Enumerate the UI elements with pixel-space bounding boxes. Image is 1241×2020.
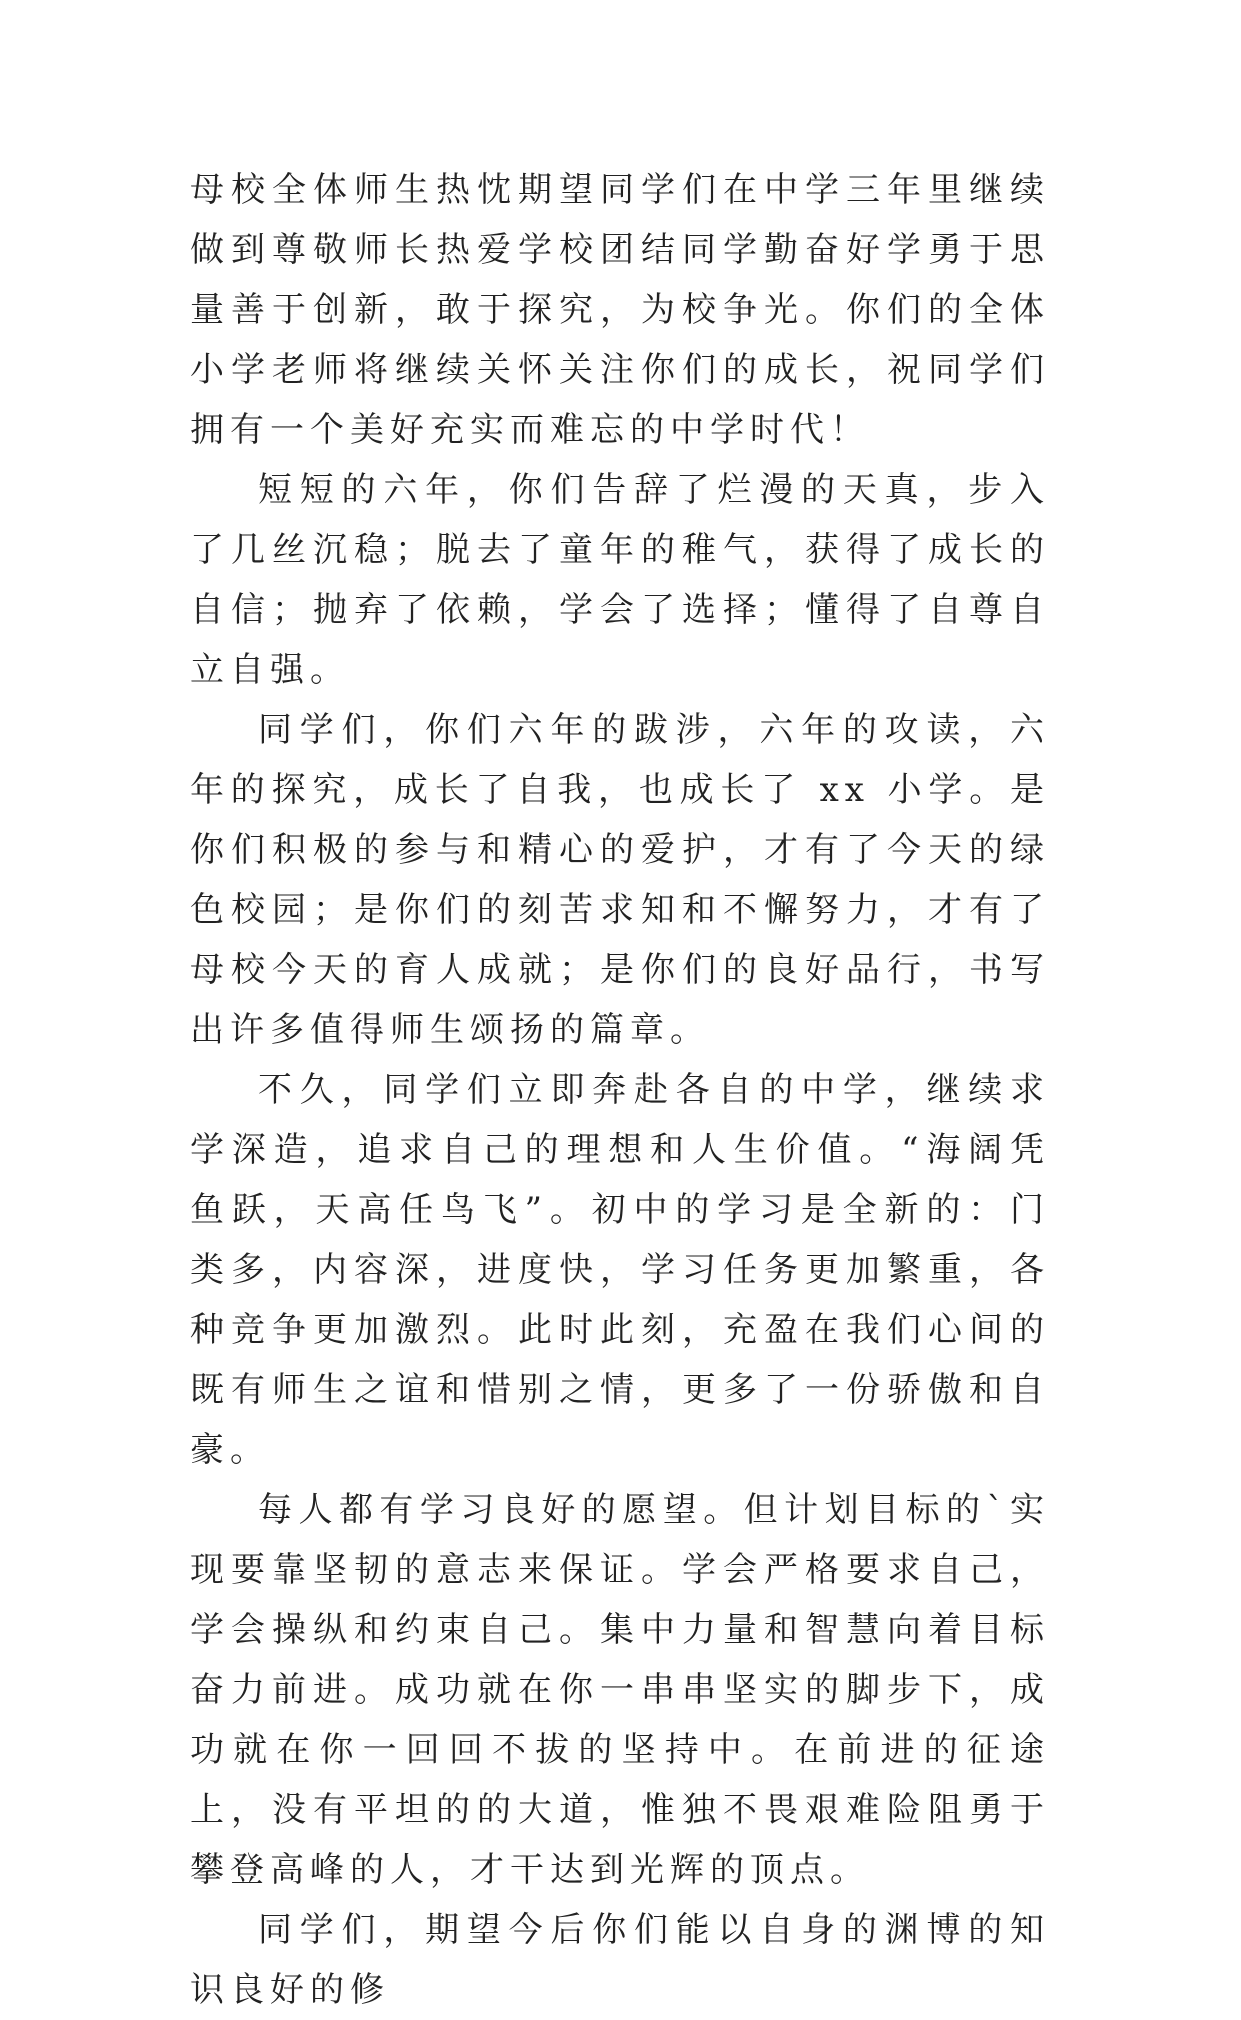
paragraph-3: 同学们，你们六年的跋涉，六年的攻读，六年的探究，成长了自我，也成长了 xx 小学。是你们积极的参与和精心的爱护，才有了今天的绿色校园；是你们的刻苦求知和不懈努力，才有了母校今天的育人成就；是你们的良好品行，书写出许多值得师生颂扬的篇章。	[190, 710, 1050, 1050]
paragraph-4: 不久，同学们立即奔赴各自的中学，继续求学深造，追求自己的理想和人生价值。“海阔凭鱼跃，天高任鸟飞”。初中的学习是全新的：门类多，内容深，进度快，学习任务更加繁重，各种竞争更加激烈。此时此刻，充盈在我们心间的既有师生之谊和惜别之情，更多了一份骄傲和自豪。	[190, 1070, 1050, 1470]
paragraph-1: 母校全体师生热忱期望同学们在中学三年里继续做到尊敬师长热爱学校团结同学勤奋好学勇于思量善于创新，敢于探究，为校争光。你们的全体小学老师将继续关怀关注你们的成长，祝同学们拥有一个美好充实而难忘的中学时代！	[190, 170, 1050, 450]
paragraph-5: 每人都有学习良好的愿望。但计划目标的`实现要靠坚韧的意志来保证。学会严格要求自己，学会操纵和约束自己。集中力量和智慧向着目标奋力前进。成功就在你一串串坚实的脚步下，成功就在你一回回不拔的坚持中。在前进的征途上，没有平坦的的大道，惟独不畏艰难险阻勇于攀登高峰的人，才干达到光辉的顶点。	[190, 1490, 1050, 1890]
paragraph-2: 短短的六年，你们告辞了烂漫的天真，步入了几丝沉稳；脱去了童年的稚气，获得了成长的自信；抛弃了依赖，学会了选择；懂得了自尊自立自强。	[190, 470, 1050, 690]
document-body	[190, 160, 1050, 2020]
paragraph-6: 同学们，期望今后你们能以自身的渊博的知识良好的修	[190, 1910, 1050, 2010]
